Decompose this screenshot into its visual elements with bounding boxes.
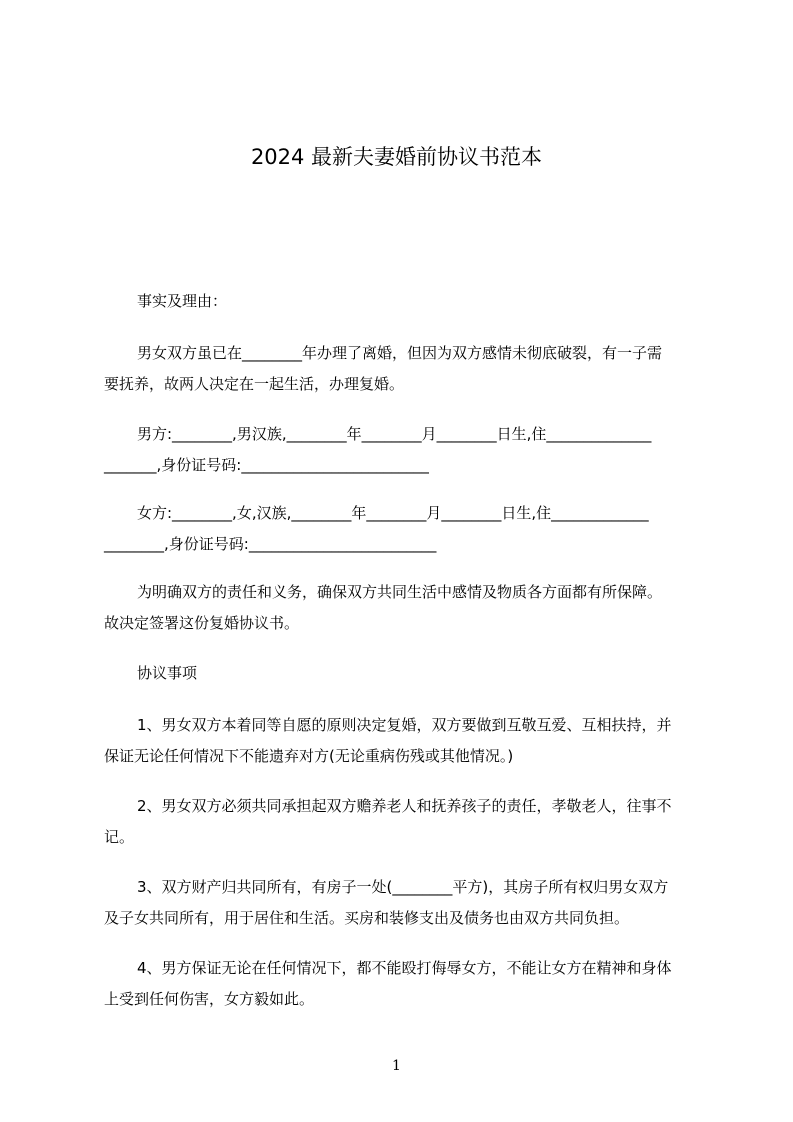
paragraph-line: 1、男女双方本着同等自愿的原则决定复婚，双方要做到互敬互爱、互相扶持，并	[137, 716, 672, 734]
paragraph-line: 上受到任何伤害，女方毅如此。	[104, 990, 315, 1008]
paragraph-divorce-background	[104, 338, 704, 400]
paragraph-line: 4、男方保证无论在任何情况下，都不能殴打侮辱女方，不能让女方在精神和身体	[137, 959, 672, 977]
clause-1	[104, 710, 704, 772]
clause-4	[104, 953, 704, 1015]
paragraph-line: 3、双方财产归共同所有，有房子一处(________平方)，其房子所有权归男女双方	[137, 878, 669, 896]
paragraph-husband-info	[104, 419, 704, 481]
paragraph-line: 协议事项	[137, 664, 198, 682]
paragraph-line: 男方:________,男汉族,________年________月________日生,住______________	[137, 425, 652, 443]
paragraph-line: _______,身份证号码:_________________________	[104, 456, 429, 474]
section-heading-agreement-items	[104, 658, 704, 689]
clause-3	[104, 872, 704, 934]
paragraph-line: 故决定签署这份复婚协议书。	[104, 614, 300, 632]
paragraph-line: ________,身份证号码:_________________________	[104, 535, 437, 553]
paragraph-facts-heading	[104, 286, 704, 317]
page-number: 1	[392, 1058, 401, 1074]
paragraph-line: 及子女共同所有，用于居住和生活。买房和装修支出及债务也由双方共同负担。	[104, 909, 630, 927]
paragraph-line: 女方:________,女,汉族,________年________月________日生,住_____________	[137, 504, 649, 522]
paragraph-wife-info	[104, 498, 704, 560]
paragraph-line: 事实及理由：	[137, 292, 228, 310]
paragraph-line: 为明确双方的责任和义务，确保双方共同生活中感情及物质各方面都有所保障。	[137, 583, 663, 601]
paragraph-line: 男女双方虽已在________年办理了离婚，但因为双方感情未彻底破裂，有一子需	[137, 344, 663, 362]
paragraph-line: 保证无论任何情况下不能遗弃对方(无论重病伤残或其他情况。)	[104, 747, 514, 765]
document-title: 2024 最新夫妻婚前协议书范本	[250, 145, 543, 169]
clause-2	[104, 791, 704, 853]
paragraph-line: 要抚养，故两人决定在一起生活，办理复婚。	[104, 375, 405, 393]
paragraph-line: 记。	[104, 828, 135, 846]
paragraph-line: 2、男女双方必须共同承担起双方赡养老人和抚养孩子的责任，孝敬老人，往事不	[137, 797, 672, 815]
paragraph-purpose	[104, 577, 704, 639]
